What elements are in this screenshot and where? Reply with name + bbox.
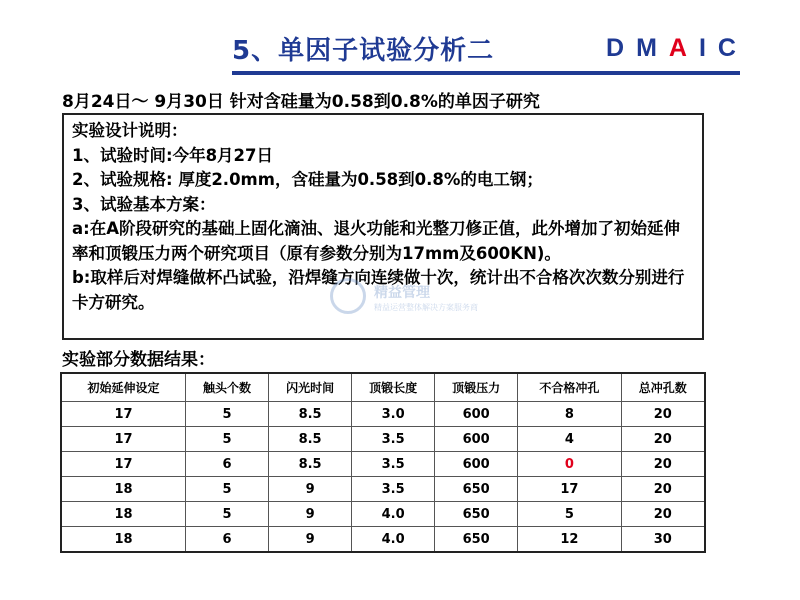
table-cell: 20: [621, 477, 705, 502]
table-cell: 8.5: [269, 427, 352, 452]
table-cell: 600: [435, 427, 518, 452]
table-row: [61, 427, 705, 452]
design-line-time: 1、试验时间:今年8月27日: [72, 145, 274, 165]
table-cell: 8: [518, 402, 621, 427]
table-cell: 8.5: [269, 402, 352, 427]
design-line-b: b:取样后对焊缝做杯凸试验，沿焊缝方向连续做十次，统计出不合格次次数分别进行卡方研究。: [72, 268, 685, 312]
table-cell: 9: [269, 527, 352, 553]
slide-title: 5、单因子试验分析二: [232, 36, 495, 66]
table-cell: 20: [621, 402, 705, 427]
table-cell: 650: [435, 527, 518, 553]
column-header: 顶锻压力: [435, 373, 518, 402]
table-row: [61, 402, 705, 427]
column-header: 闪光时间: [269, 373, 352, 402]
table-cell: 600: [435, 402, 518, 427]
table-cell: 3.5: [352, 477, 435, 502]
dmaic-letter-a: A: [668, 34, 699, 62]
table-cell: 5: [518, 502, 621, 527]
design-line-spec: 2、试验规格: 厚度2.0mm，含硅量为0.58到0.8%的电工钢；: [72, 170, 543, 189]
table-cell: 17: [61, 402, 186, 427]
table-cell: 4.0: [352, 502, 435, 527]
table-cell: 4.0: [352, 527, 435, 553]
table-cell: 9: [269, 502, 352, 527]
table-cell: 18: [61, 477, 186, 502]
table-cell: 18: [61, 527, 186, 553]
column-header: 总冲孔数: [621, 373, 705, 402]
table-header-row: [61, 373, 705, 402]
dmaic-letter-d: D: [606, 34, 637, 62]
dmaic-letter-m: M: [636, 34, 669, 62]
table-cell: 4: [518, 427, 621, 452]
table-row: [61, 452, 705, 477]
table-cell: 5: [186, 402, 269, 427]
column-header: 初始延伸设定: [61, 373, 186, 402]
table-cell: 6: [186, 452, 269, 477]
dmaic-logo: [606, 34, 748, 63]
table-cell: 6: [186, 527, 269, 553]
table-cell: 650: [435, 502, 518, 527]
results-heading: 实验部分数据结果：: [62, 350, 215, 370]
table-cell: 0: [518, 452, 621, 477]
design-heading: 实验设计说明：: [72, 121, 188, 140]
table-cell: 20: [621, 452, 705, 477]
table-cell: 17: [518, 477, 621, 502]
table-cell: 20: [621, 502, 705, 527]
watermark-logo: [330, 276, 490, 320]
table-row: [61, 527, 705, 553]
table-cell: 3.0: [352, 402, 435, 427]
column-header: 触头个数: [186, 373, 269, 402]
watermark-text: 精益管理: [374, 285, 430, 301]
table-cell: 20: [621, 427, 705, 452]
table-cell: 5: [186, 477, 269, 502]
watermark-circle-icon: [330, 278, 366, 314]
column-header: 顶锻长度: [352, 373, 435, 402]
results-table: [60, 372, 706, 553]
table-cell: 600: [435, 452, 518, 477]
table-cell: 18: [61, 502, 186, 527]
table-cell: 5: [186, 502, 269, 527]
watermark-subtext: 精益运营整体解决方案服务商: [374, 303, 478, 312]
dmaic-letter-c: C: [717, 34, 748, 62]
table-cell: 9: [269, 477, 352, 502]
dmaic-letter-i: I: [698, 34, 718, 62]
table-cell: 17: [61, 452, 186, 477]
table-row: [61, 477, 705, 502]
design-line-a: a:在A阶段研究的基础上固化滴油、退火功能和光整刀修正值，此外增加了初始延伸率和顶锻压力两个研究项目（原有参数分别为17mm及600KN)。: [72, 219, 681, 263]
column-header: 不合格冲孔: [518, 373, 621, 402]
table-cell: 3.5: [352, 427, 435, 452]
table-cell: 30: [621, 527, 705, 553]
table-cell: 650: [435, 477, 518, 502]
table-cell: 3.5: [352, 452, 435, 477]
title-underline: [232, 71, 740, 75]
study-subtitle: 8月24日～ 9月30日 针对含硅量为0.58到0.8%的单因子研究: [62, 92, 540, 112]
table-cell: 8.5: [269, 452, 352, 477]
table-cell: 12: [518, 527, 621, 553]
table-cell: 5: [186, 427, 269, 452]
table-cell: 17: [61, 427, 186, 452]
table-row: [61, 502, 705, 527]
design-line-plan: 3、试验基本方案：: [72, 194, 216, 214]
